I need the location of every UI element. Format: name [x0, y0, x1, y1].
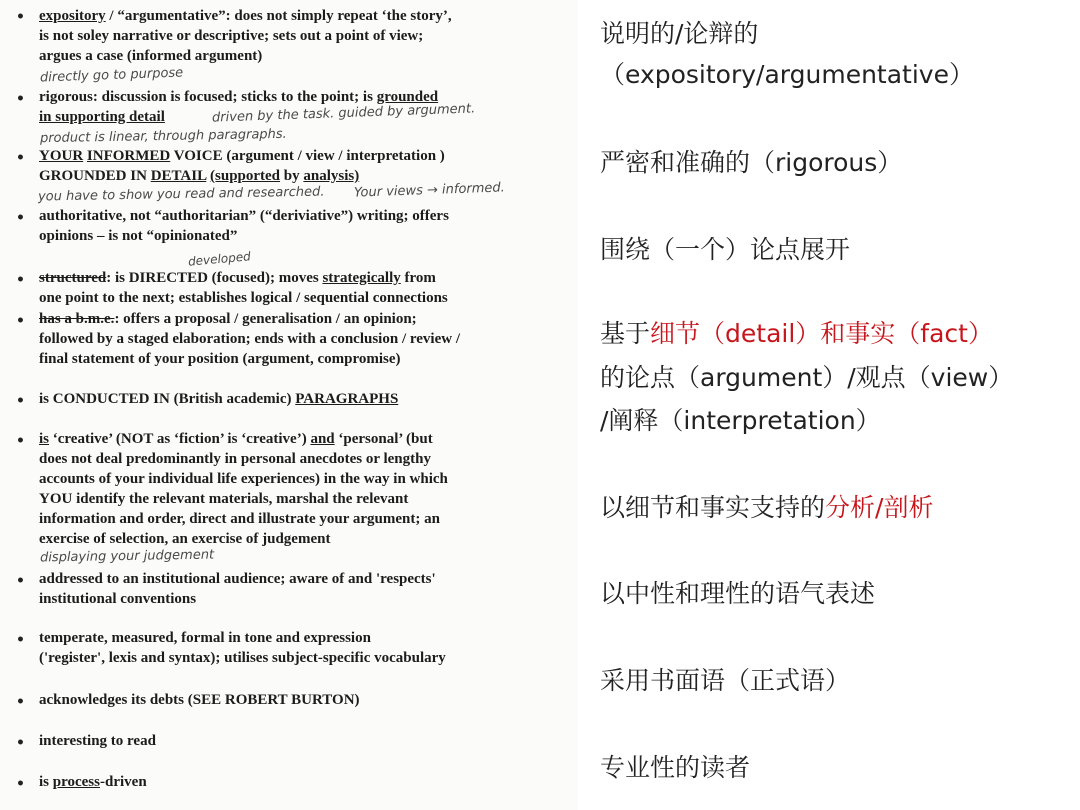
- doc-line: [39, 6, 452, 26]
- bullet: •: [16, 573, 25, 589]
- line-text: rigorous:: [39, 89, 98, 105]
- line-text: : is DIRECTED (focused); moves: [106, 270, 323, 286]
- line-text: by: [280, 168, 304, 184]
- handwritten-note: developed: [187, 249, 252, 269]
- bullet: •: [16, 210, 25, 226]
- doc-line: [39, 389, 398, 409]
- line-text: ‘creative’ (NOT as ‘fiction’ is ‘creative’): [49, 431, 311, 447]
- translation-text: （expository/argumentative）: [600, 60, 974, 89]
- bullet: •: [16, 9, 25, 25]
- handwritten-note: Your views → informed.: [353, 180, 506, 201]
- translation-text: 专业性的读者: [600, 753, 751, 782]
- line-text: discussion is focused; sticks to the point; is: [97, 89, 377, 105]
- doc-line: [39, 309, 417, 329]
- translation-text: /阐释（interpretation）: [600, 406, 881, 435]
- underlined-word: expository: [39, 8, 106, 24]
- doc-line: YOU identify the relevant materials, marshal the relevant: [39, 491, 409, 507]
- translation-text: 采用书面语（正式语）: [600, 666, 851, 695]
- translation-line: [600, 577, 875, 611]
- doc-line: one point to the next; establishes logical / sequential connections: [39, 290, 448, 306]
- bullet: •: [16, 694, 25, 710]
- doc-line: exercise of selection, an exercise of judgement: [39, 531, 331, 547]
- translation-line: [600, 751, 750, 785]
- doc-line: final statement of your position (argument, compromise): [39, 351, 401, 367]
- translation-text: 以中性和理性的语气表述: [600, 579, 876, 608]
- handwritten-note: driven by the task. guided by argument.: [211, 101, 476, 126]
- underlined-word: and: [310, 431, 335, 447]
- handwritten-note: you have to show you read and researched.: [37, 184, 325, 205]
- highlighted-text: 分析/剖析: [825, 493, 934, 522]
- doc-line: [39, 429, 433, 449]
- line-text: ‘personal’ (but: [334, 431, 433, 447]
- translation-text: 以细节和事实支持的: [600, 493, 826, 522]
- translation-text: 围绕（一个）论点展开: [600, 235, 851, 264]
- highlighted-text: 细节（detail）和事实（fact）: [650, 319, 993, 348]
- doc-line: authoritative, not “authoritarian” (“deriviative”) writing; offers: [39, 208, 449, 224]
- doc-line: addressed to an institutional audience; aware of and 'respects': [39, 571, 436, 587]
- bullet: •: [16, 272, 25, 288]
- underlined-word: grounded: [376, 89, 439, 105]
- bullet: •: [16, 776, 25, 792]
- line-text: is CONDUCTED IN (British academic): [39, 391, 296, 407]
- underlined-word: strategically: [322, 270, 401, 286]
- doc-line: information and order, direct and illustrate your argument; an: [39, 511, 440, 527]
- bullet: •: [16, 150, 25, 166]
- doc-line: is not soley narrative or descriptive; sets out a point of view;: [39, 28, 424, 44]
- handwritten-note: product is linear, through paragraphs.: [39, 126, 287, 147]
- translation-text: 的论点（argument）/观点（view）: [600, 363, 1014, 392]
- translation-line: [600, 317, 993, 351]
- doc-line: argues a case (informed argument): [39, 48, 263, 64]
- doc-line: [39, 146, 445, 166]
- bullet: •: [16, 313, 25, 329]
- bullet: •: [16, 735, 25, 751]
- struck-word: has a b.m.e.: [39, 311, 115, 327]
- translation-line: [600, 664, 850, 698]
- line-text: GROUNDED IN: [39, 168, 151, 184]
- handwritten-note: displaying your judgement: [39, 547, 215, 566]
- bullet: •: [16, 632, 25, 648]
- underlined-word: DETAIL: [150, 168, 207, 184]
- doc-line: institutional conventions: [39, 591, 197, 607]
- doc-line: ('register', lexis and syntax); utilises subject-specific vocabulary: [39, 650, 446, 666]
- doc-line: does not deal predominantly in personal anecdotes or lengthy: [39, 451, 431, 467]
- doc-line: [39, 772, 147, 792]
- translation-line: [600, 233, 850, 267]
- line-text: / “argumentative”: does not simply repeat ‘the story’,: [105, 8, 452, 24]
- underlined-word: (supported: [210, 168, 281, 184]
- doc-line: interesting to read: [39, 733, 156, 749]
- translation-line: [600, 361, 1013, 395]
- doc-line: followed by a staged elaboration; ends with a conclusion / review /: [39, 331, 460, 347]
- bullet: •: [16, 393, 25, 409]
- translation-text: 说明的/论辩的: [600, 19, 759, 48]
- underlined-word: process: [52, 774, 100, 790]
- doc-line: temperate, measured, formal in tone and expression: [39, 630, 371, 646]
- underlined-word: analysis): [303, 168, 360, 184]
- translation-line: [600, 404, 881, 438]
- translation-line: [600, 146, 902, 180]
- underlined-word: PARAGRAPHS: [295, 391, 399, 407]
- doc-line: [39, 166, 359, 186]
- line-text: from: [400, 270, 436, 286]
- doc-line: acknowledges its debts (SEE ROBERT BURTON): [39, 692, 360, 708]
- underlined-word: YOUR: [39, 148, 84, 164]
- underlined-word: INFORMED: [86, 148, 171, 164]
- translation-line: [600, 58, 974, 92]
- line-text: VOICE (argument / view / interpretation ): [170, 148, 445, 164]
- translation-text: 严密和准确的（rigorous）: [600, 148, 903, 177]
- line-text: is: [39, 774, 53, 790]
- handwritten-note: directly go to purpose: [39, 65, 184, 86]
- translation-line: [600, 17, 758, 51]
- line-text: : offers a proposal / generalisation / an opinion;: [114, 311, 417, 327]
- struck-word: structured: [39, 270, 107, 286]
- doc-line: in supporting detail: [39, 109, 165, 125]
- doc-line: [39, 268, 436, 288]
- translation-text: 基于: [600, 319, 651, 348]
- line-text: -driven: [100, 774, 147, 790]
- doc-line: opinions – is not “opinionated”: [39, 228, 238, 244]
- translation-line: [600, 491, 933, 525]
- bullet: •: [16, 91, 25, 107]
- bullet: •: [16, 433, 25, 449]
- underlined-word: is: [39, 431, 50, 447]
- doc-line: accounts of your individual life experiences) in the way in which: [39, 471, 448, 487]
